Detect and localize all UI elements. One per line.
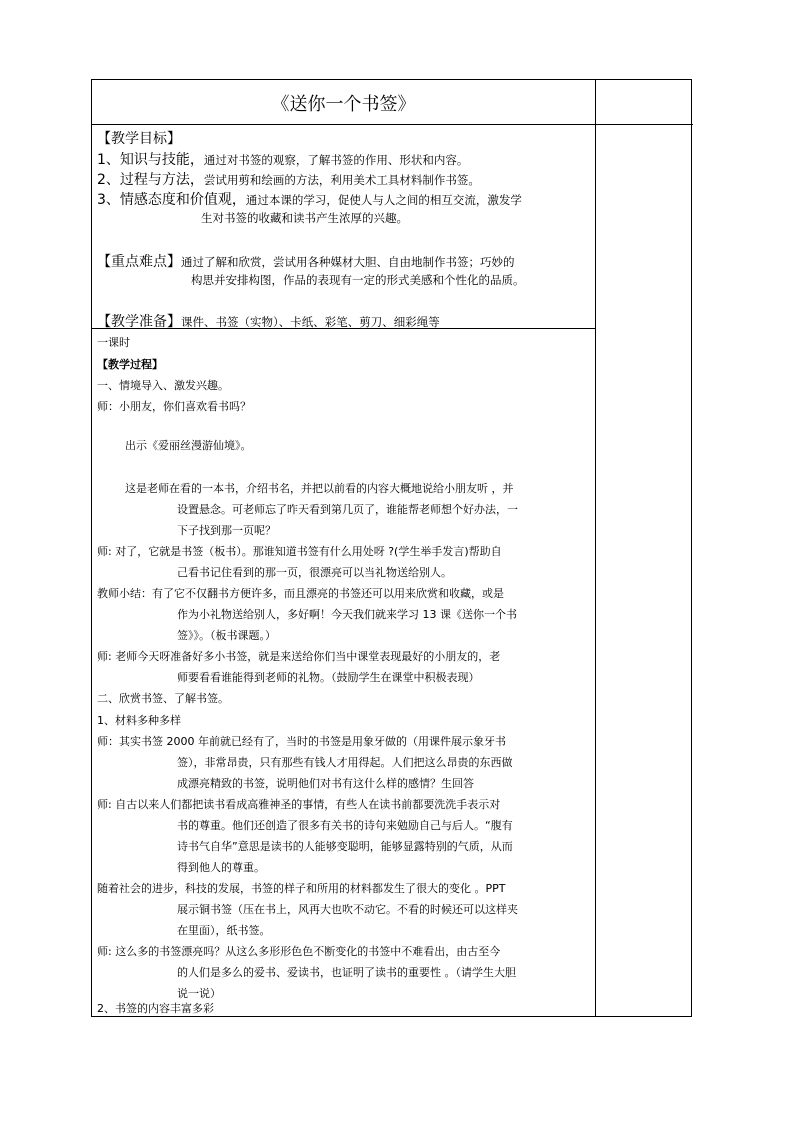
process-line: 师: 这么多的书签漂亮吗？从这么多形形色色不断变化的书签中不难看出，由古至今: [97, 945, 501, 958]
objective-2: 2、过程与方法，尝试用剪和绘画的方法，利用美术工具材料制作书签。: [97, 172, 480, 188]
key-points-line2: 构思并安排构图，作品的表现有一定的形式美感和个性化的品质。: [191, 273, 525, 287]
process-line: 签），非常昂贵，只有那些有钱人才用得起。人们把这么昂贵的东西做: [177, 756, 513, 769]
process-line: 师: 老师今天呀准备好多小书签，就是来送给你们当中课堂表现最好的小朋友的，老: [97, 650, 501, 663]
process-line: 己看书记住看到的那一页，很漂亮可以当礼物送给别人。: [177, 566, 452, 579]
lesson-plan-table: [91, 79, 692, 1017]
process-line: 教师小结：有了它不仅翻书方便许多，而且漂亮的书签还可以用来欣赏和收藏，或是: [97, 587, 504, 600]
process-line: 诗书气自华”意思是读书的人能够变聪明，能够显露特别的气质，从而: [177, 840, 513, 853]
process-line: 师: 自古以来人们都把读书看成高雅神圣的事情，有些人在读书前都要洗洗手表示对: [97, 798, 501, 811]
process-line: 一课时: [97, 336, 130, 349]
process-line: 师要看看谁能得到老师的礼物。（鼓励学生在课堂中积极表现）: [177, 671, 480, 684]
process-line: 下子找到那一页呢？: [177, 524, 276, 537]
column-divider: [595, 80, 596, 1016]
process-line: 作为小礼物送给别人，多好啊！今天我们就来学习 13 课《送你一个书: [177, 608, 517, 621]
process-line: 说一说）: [177, 987, 221, 1000]
process-line: 2、书签的内容丰富多彩: [97, 1002, 214, 1015]
process-line: 这是老师在看的一本书，介绍书名，并把以前看的内容大概地说给小朋友听 ，并: [125, 482, 514, 495]
process-line: 设置悬念。可老师忘了昨天看到第几页了，谁能帮老师想个好办法，一: [177, 503, 518, 516]
process-line: 一、情境导入、激发兴趣。: [97, 379, 229, 392]
process-line: 成漂亮精致的书签，说明他们对书有这什么样的感情？生回答: [177, 777, 474, 790]
objective-1: 1、知识与技能，通过对书签的观察，了解书签的作用、形状和内容。: [97, 152, 469, 168]
row-divider: [92, 124, 693, 125]
process-line: 展示铜书签（压在书上，风再大也吹不动它。不看的时候还可以这样夹: [177, 903, 518, 916]
process-line: 签》》。（板书课题。）: [177, 629, 276, 642]
process-line: 随着社会的进步，科技的发展，书签的样子和所用的材料都发生了很大的变化 。PPT: [97, 882, 506, 895]
process-line: 师：小朋友，你们喜欢看书吗？: [97, 400, 251, 413]
objective-3-continuation: 生对书签的收藏和读书产生浓厚的兴趣。: [201, 211, 408, 225]
process-line: 在里面），纸书签。: [177, 924, 271, 937]
process-heading: 【教学过程】: [97, 358, 163, 371]
objectives-heading: 【教学目标】: [97, 131, 181, 147]
process-line: 的人们是多么的爱书、爱读书，也证明了读书的重要性 。（请学生大胆: [177, 966, 516, 979]
objective-3: 3、情感态度和价值观，通过本课的学习，促使人与人之间的相互交流，激发学: [97, 192, 522, 208]
process-line: 1、材料多种多样: [97, 714, 181, 727]
preparation: 【教学准备】课件、书签（实物）、卡纸、彩笔、剪刀、细彩绳等: [97, 314, 440, 330]
process-line: 师：其实书签 2000 年前就已经有了，当时的书签是用象牙做的（用课件展示象牙书: [97, 735, 506, 748]
process-line: 师: 对了，它就是书签（板书）。那谁知道书签有什么用处呀 ?(学生举手发言)帮助自: [97, 545, 502, 558]
process-line: 得到他人的尊重。: [177, 861, 265, 874]
page-title: 《送你一个书签》: [271, 94, 416, 115]
process-line: 出示《爱丽丝漫游仙境》。: [125, 439, 252, 452]
key-points: 【重点难点】通过了解和欣赏，尝试用各种媒材大胆、自由地制作书签；巧妙的: [97, 254, 515, 270]
process-line: 书的尊重。他们还创造了很多有关书的诗句来勉励自己与后人。“腹有: [177, 819, 513, 832]
process-line: 二、欣赏书签、了解书签。: [97, 692, 229, 705]
